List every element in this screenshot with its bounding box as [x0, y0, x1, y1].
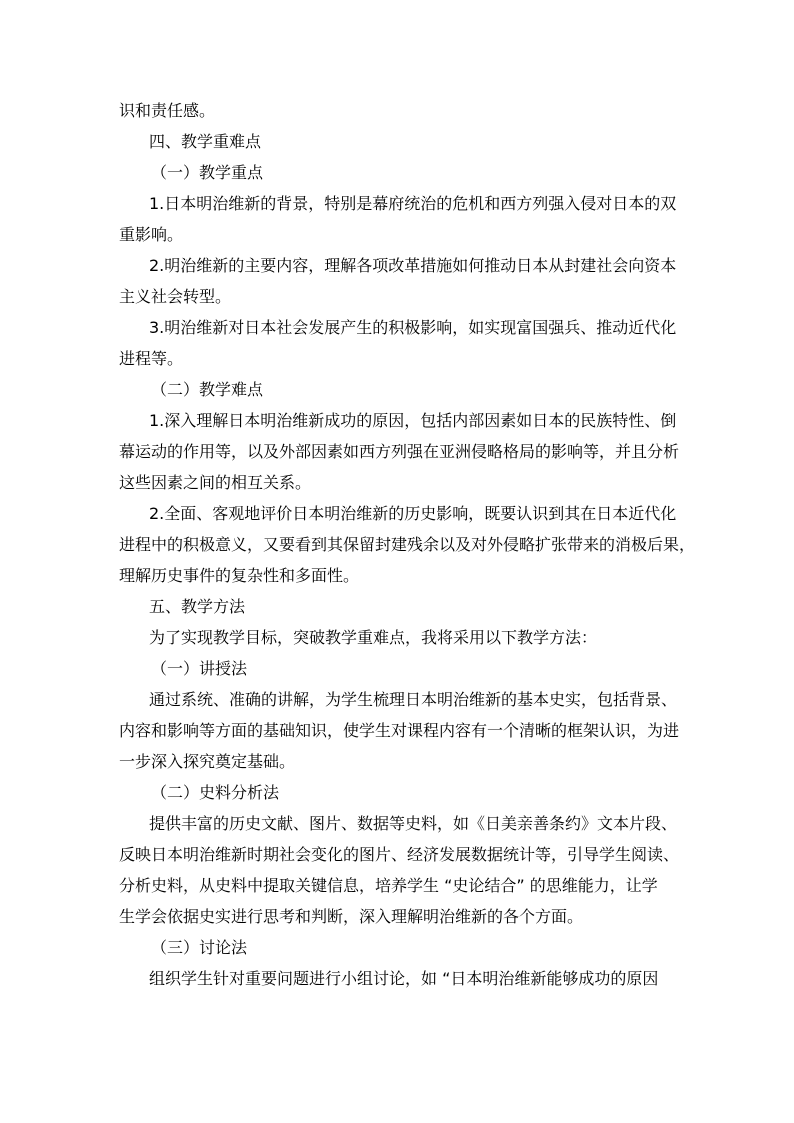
subsection-heading: （三）讨论法: [151, 938, 248, 957]
body-text-line: 识和责任感。: [119, 101, 216, 120]
body-text-line: 进程中的积极意义，又要看到其保留封建残余以及对外侵略扩张带来的消极后果，: [119, 535, 696, 554]
subsection-heading: （一）讲授法: [151, 659, 248, 678]
list-item: 2.全面、客观地评价日本明治维新的历史影响，既要认识到其在日本近代化: [149, 504, 677, 523]
body-text-line: 生学会依据史实进行思考和判断，深入理解明治维新的各个方面。: [119, 907, 584, 926]
body-text-line: 反映日本明治维新时期社会变化的图片、经济发展数据统计等，引导学生阅读、: [119, 845, 680, 864]
body-text-line: 理解历史事件的复杂性和多面性。: [119, 566, 360, 585]
subsection-heading: （二）教学难点: [151, 380, 264, 399]
body-text-line: 分析史料，从史料中提取关键信息，培养学生 “史论结合” 的思维能力，让学: [119, 876, 658, 895]
subsection-heading: （一）教学重点: [151, 163, 264, 182]
list-item: 1.日本明治维新的背景，特别是幕府统治的危机和西方列强入侵对日本的双: [149, 194, 677, 213]
section-heading: 四、教学重难点: [149, 132, 262, 151]
list-item: 3.明治维新对日本社会发展产生的积极影响，如实现富国强兵、推动近代化: [149, 318, 677, 337]
body-text-line: 幕运动的作用等，以及外部因素如西方列强在亚洲侵略格局的影响等，并且分析: [119, 442, 680, 461]
body-text-line: 主义社会转型。: [119, 287, 232, 306]
body-text-line: 一步深入探究奠定基础。: [119, 752, 296, 771]
body-text-line: 重影响。: [119, 225, 184, 244]
paragraph-line: 提供丰富的历史文献、图片、数据等史料，如《日美亲善条约》文本片段、: [149, 814, 678, 833]
body-text-line: 进程等。: [119, 349, 184, 368]
body-text-line: 这些因素之间的相互关系。: [119, 473, 312, 492]
subsection-heading: （二）史料分析法: [151, 783, 280, 802]
list-item: 1.深入理解日本明治维新成功的原因，包括内部因素如日本的民族特性、倒: [149, 411, 677, 430]
paragraph-line: 通过系统、准确的讲解，为学生梳理日本明治维新的基本史实，包括背景、: [149, 690, 678, 709]
paragraph-line: 为了实现教学目标，突破教学重难点，我将采用以下教学方法：: [149, 628, 598, 647]
document-body: [119, 95, 696, 994]
section-heading: 五、教学方法: [149, 597, 246, 616]
paragraph-line: 组织学生针对重要问题进行小组讨论，如 “日本明治维新能够成功的原因: [149, 969, 659, 988]
body-text-line: 内容和影响等方面的基础知识，使学生对课程内容有一个清晰的框架认识，为进: [119, 721, 680, 740]
list-item: 2.明治维新的主要内容，理解各项改革措施如何推动日本从封建社会向资本: [149, 256, 677, 275]
